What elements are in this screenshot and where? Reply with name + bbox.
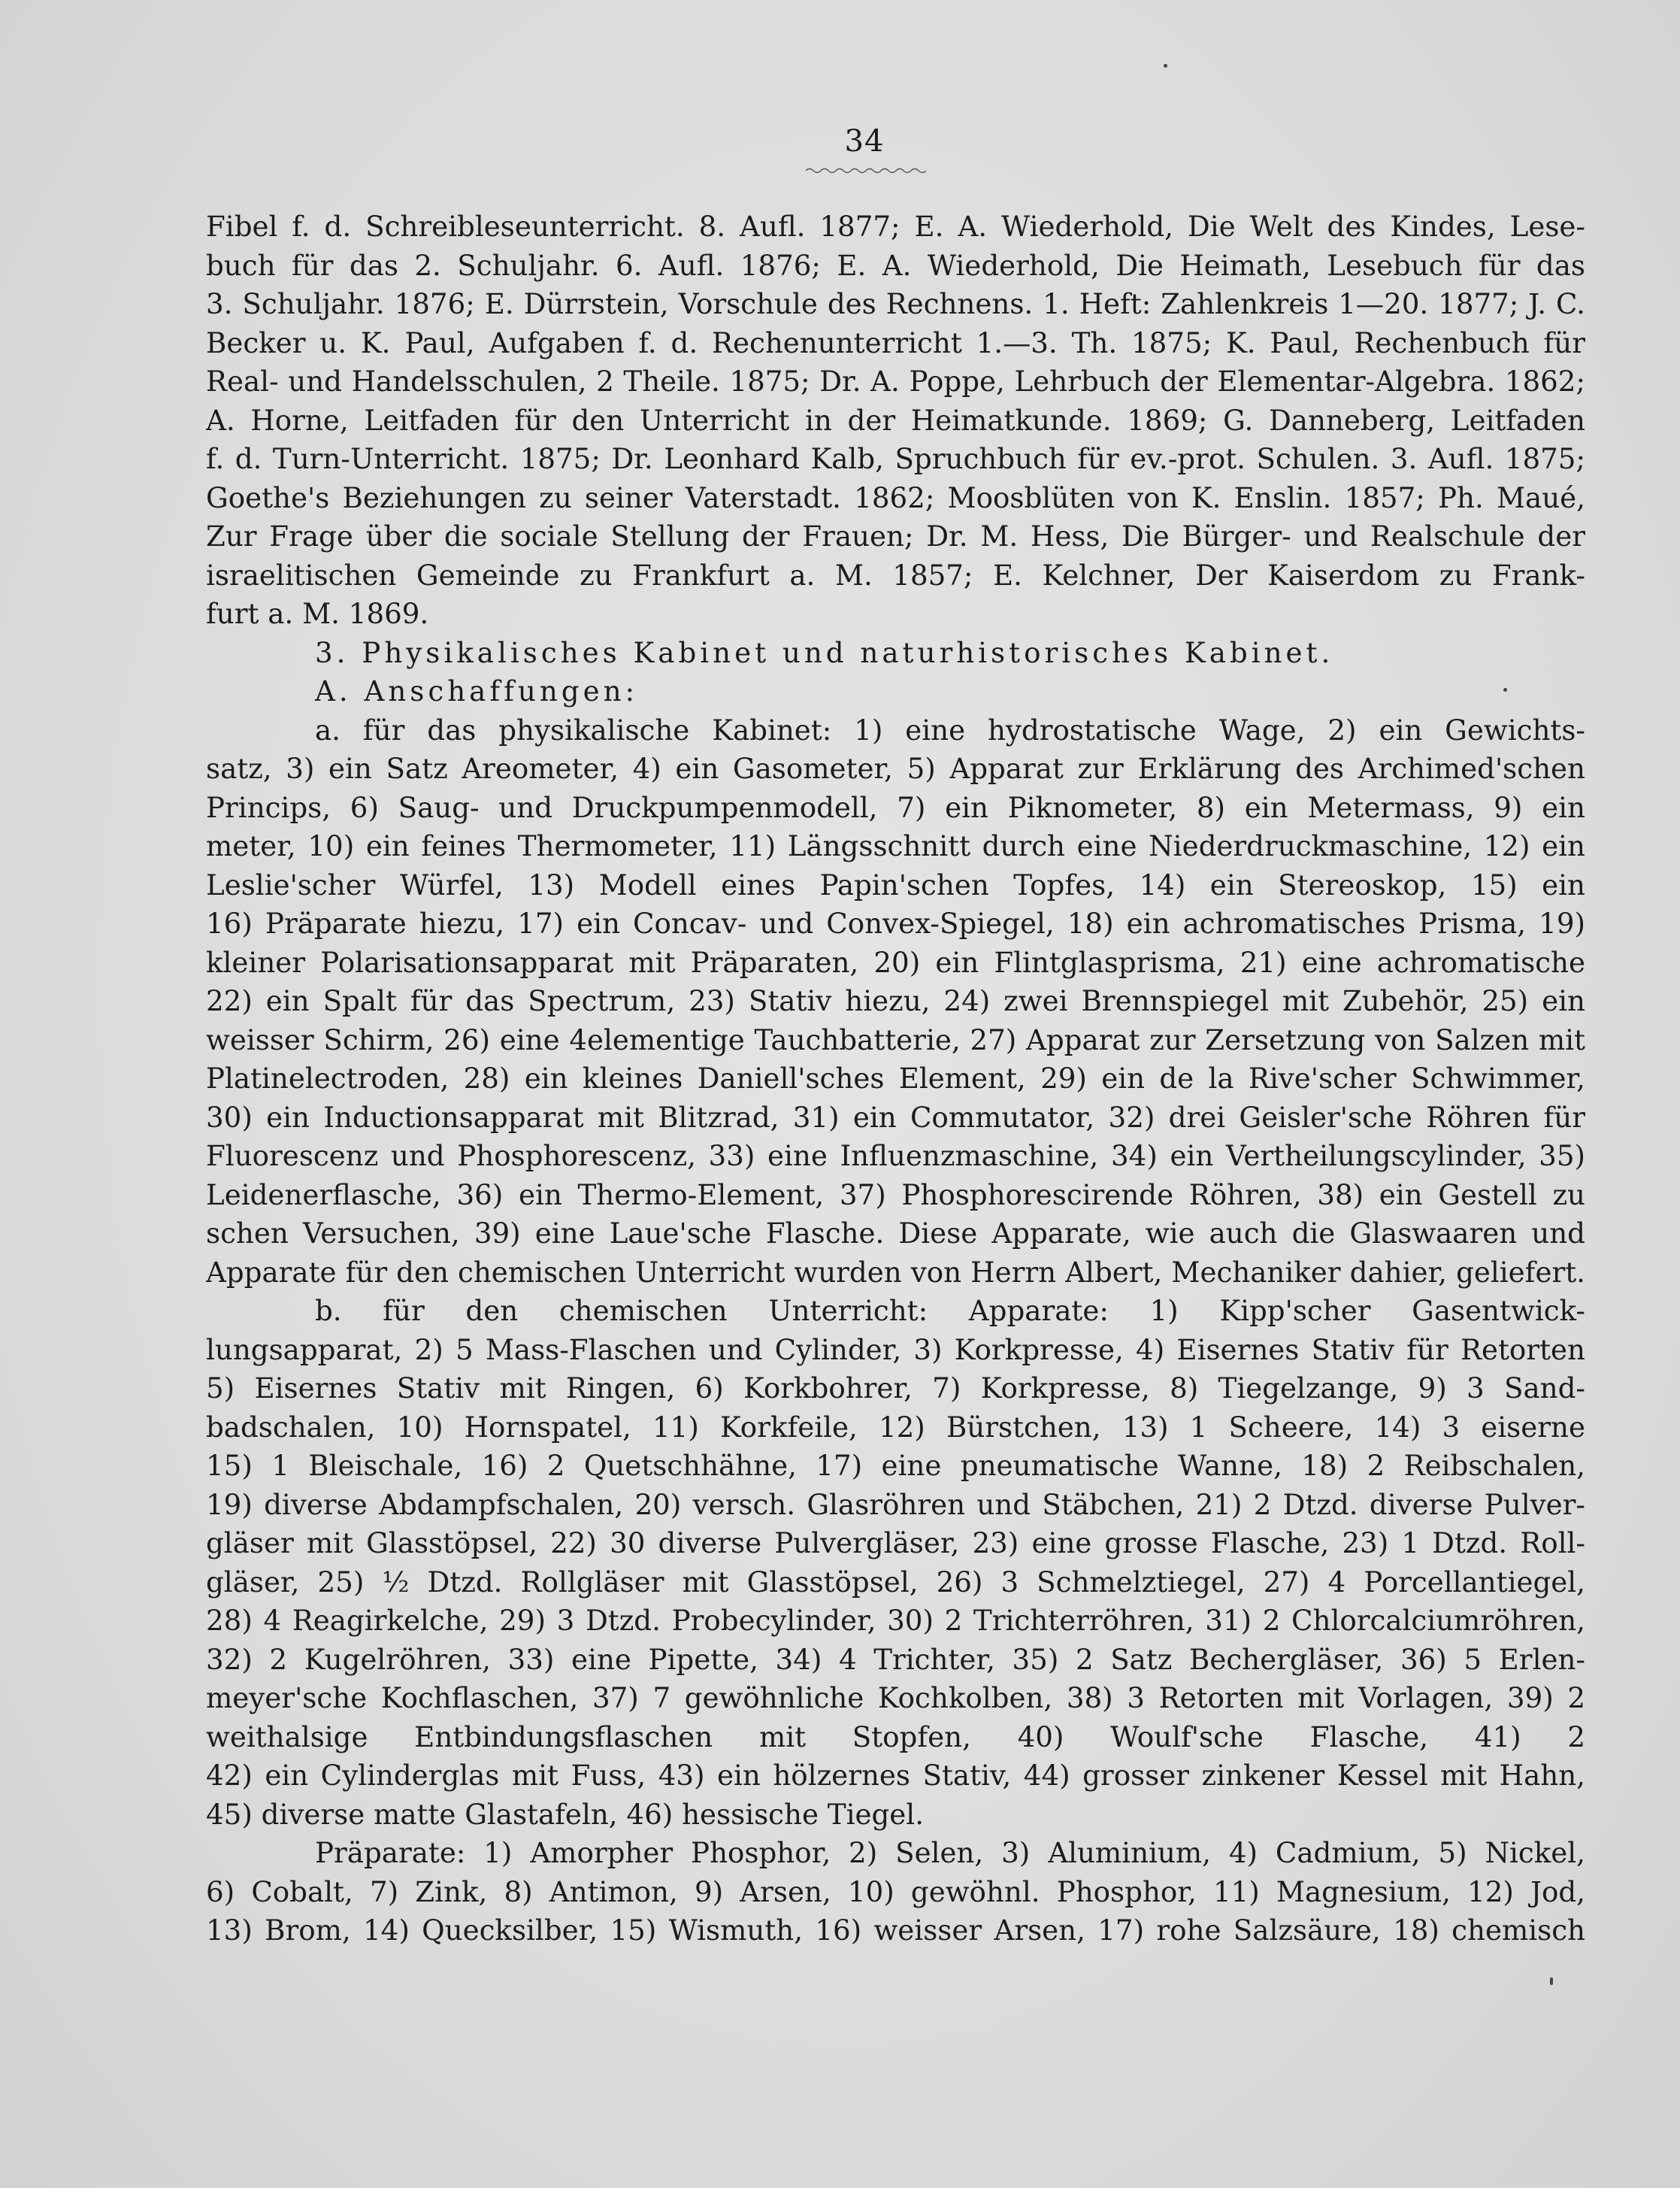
text-line: furt a. M. 1869. (206, 597, 429, 630)
text-line: 28) 4 Reagirkelche, 29) 3 Dtzd. Probecylinder, 30) 2 Trichterröhren, 31) 2 Chlorcalciumröhren, (206, 1604, 1585, 1637)
text-line: Platinelectroden, 28) ein kleines Daniell'sches Element, 29) ein de la Rive'scher Schwimmer, (206, 1062, 1585, 1095)
text-line: Princips, 6) Saug- und Druckpumpenmodell, 7) ein Piknometer, 8) ein Metermass, 9) ein (206, 790, 1585, 824)
text-line: A. Horne, Leitfaden für den Unterricht in der Heimatkunde. 1869; G. Danneberg, Leitfaden (206, 403, 1585, 437)
text-line: schen Versuchen, 39) eine Laue'sche Flasche. Diese Apparate, wie auch die Glaswaaren und (206, 1217, 1585, 1250)
text-line: 45) diverse matte Glastafeln, 46) hessische Tiegel. (206, 1797, 925, 1831)
text-line: Leslie'scher Würfel, 13) Modell eines Papin'schen Topfes, 14) ein Stereoskop, 15) ein (206, 868, 1585, 902)
page-number-underline (806, 167, 926, 174)
body-text (206, 208, 1585, 1950)
subsection-heading: A. Anschaffungen: (315, 674, 639, 708)
text-line: buch für das 2. Schuljahr. 6. Aufl. 1876; E. A. Wiederhold, Die Heimath, Lesebuch für das (206, 248, 1585, 282)
text-line: gläser mit Glasstöpsel, 22) 30 diverse Pulvergläser, 23) eine grosse Flasche, 23) 1 Dtzd. Roll- (206, 1526, 1585, 1559)
text-line: Leidenerflasche, 36) ein Thermo-Element, 37) Phosphorescirende Röhren, 38) ein Gestell zu (206, 1177, 1585, 1211)
text-line: Präparate: 1) Amorpher Phosphor, 2) Selen, 3) Aluminium, 4) Cadmium, 5) Nickel, (315, 1836, 1585, 1869)
text-line: Zur Frage über die sociale Stellung der Frauen; Dr. M. Hess, Die Bürger- und Realschule der (206, 520, 1585, 553)
text-line: 42) ein Cylinderglas mit Fuss, 43) ein hölzernes Stativ, 44) grosser zinkener Kessel mit Hahn, (206, 1759, 1585, 1792)
text-line: 30) ein Inductionsapparat mit Blitzrad, 31) ein Commutator, 32) drei Geisler'sche Röhren für (206, 1100, 1585, 1134)
text-line: a. für das physikalische Kabinet: 1) eine hydrostatische Wage, 2) ein Gewichts- (315, 713, 1585, 747)
text-line: meyer'sche Kochflaschen, 37) 7 gewöhnliche Kochkolben, 38) 3 Retorten mit Vorlagen, 39) 2 (206, 1681, 1585, 1714)
text-line: weisser Schirm, 26) eine 4elementige Tauchbatterie, 27) Apparat zur Zersetzung von Salzen mit (206, 1023, 1585, 1056)
text-line: 5) Eisernes Stativ mit Ringen, 6) Korkbohrer, 7) Korkpresse, 8) Tiegelzange, 9) 3 Sand- (206, 1371, 1585, 1405)
text-line: satz, 3) ein Satz Areometer, 4) ein Gasometer, 5) Apparat zur Erklärung des Archimed'schen (206, 752, 1585, 785)
text-line: f. d. Turn-Unterricht. 1875; Dr. Leonhard Kalb, Spruchbuch für ev.-prot. Schulen. 3. Aufl. 1875; (206, 442, 1585, 475)
text-line: Apparate für den chemischen Unterricht wurden von Herrn Albert, Mechaniker dahier, geliefert. (206, 1255, 1585, 1289)
text-line: 19) diverse Abdampfschalen, 20) versch. Glasröhren und Stäbchen, 21) 2 Dtzd. diverse Pulver- (206, 1487, 1585, 1521)
text-line: 22) ein Spalt für das Spectrum, 23) Stativ hiezu, 24) zwei Brennspiegel mit Zubehör, 25) ein (206, 984, 1585, 1017)
paper-speck (1550, 1977, 1553, 1985)
text-line: b. für den chemischen Unterricht: Apparate: 1) Kipp'scher Gasentwick- (315, 1294, 1585, 1327)
page-number: 34 (844, 124, 885, 159)
text-line: 15) 1 Bleischale, 16) 2 Quetschhähne, 17) eine pneumatische Wanne, 18) 2 Reibschalen, (206, 1449, 1585, 1482)
text-line: Fluorescenz und Phosphorescenz, 33) eine Influenzmaschine, 34) ein Vertheilungscylinder, 35) (206, 1139, 1585, 1172)
text-line: meter, 10) ein feines Thermometer, 11) Längsschnitt durch eine Niederdruckmaschine, 12) ein (206, 829, 1585, 862)
text-line: lungsapparat, 2) 5 Mass-Flaschen und Cylinder, 3) Korkpresse, 4) Eisernes Stativ für Retorten (206, 1332, 1585, 1366)
text-line: Real- und Handelsschulen, 2 Theile. 1875; Dr. A. Poppe, Lehrbuch der Elementar-Algebra. 1862; (206, 365, 1585, 398)
text-line: weithalsige Entbindungsflaschen mit Stopfen, 40) Woulf'sche Flasche, 41) 2 (206, 1720, 1585, 1753)
paper-speck (1503, 688, 1507, 692)
text-line: israelitischen Gemeinde zu Frankfurt a. M. 1857; E. Kelchner, Der Kaiserdom zu Frank- (206, 558, 1585, 592)
text-line: 32) 2 Kugelröhren, 33) eine Pipette, 34) 4 Trichter, 35) 2 Satz Bechergläser, 36) 5 Erlen- (206, 1642, 1585, 1676)
text-line: gläser, 25) ½ Dtzd. Rollgläser mit Glasstöpsel, 26) 3 Schmelztiegel, 27) 4 Porcellantiegel, (206, 1565, 1585, 1599)
text-line: 16) Präparate hiezu, 17) ein Concav- und Convex-Spiegel, 18) ein achromatisches Prisma, 19) (206, 907, 1585, 940)
text-line: Goethe's Beziehungen zu seiner Vaterstadt. 1862; Moosblüten von K. Enslin. 1857; Ph. Maué, (206, 480, 1585, 514)
text-line: Fibel f. d. Schreibleseunterricht. 8. Aufl. 1877; E. A. Wiederhold, Die Welt des Kindes, Lese- (206, 210, 1585, 243)
text-line: kleiner Polarisationsapparat mit Präparaten, 20) ein Flintglasprisma, 21) eine achromatische (206, 945, 1585, 979)
text-line: 3. Schuljahr. 1876; E. Dürrstein, Vorschule des Rechnens. 1. Heft: Zahlenkreis 1—20. 1877; J. C. (206, 287, 1585, 320)
section-heading: 3. Physikalisches Kabinet und naturhistorisches Kabinet. (315, 635, 1334, 669)
paper-speck (1164, 64, 1167, 68)
text-line: badschalen, 10) Hornspatel, 11) Korkfeile, 12) Bürstchen, 13) 1 Scheere, 14) 3 eiserne (206, 1410, 1585, 1444)
text-line: Becker u. K. Paul, Aufgaben f. d. Rechenunterricht 1.—3. Th. 1875; K. Paul, Rechenbuch für (206, 326, 1585, 359)
text-line: 13) Brom, 14) Quecksilber, 15) Wismuth, 16) weisser Arsen, 17) rohe Salzsäure, 18) chemisch (206, 1914, 1585, 1947)
text-line: 6) Cobalt, 7) Zink, 8) Antimon, 9) Arsen, 10) gewöhnl. Phosphor, 11) Magnesium, 12) Jod, (206, 1874, 1585, 1908)
